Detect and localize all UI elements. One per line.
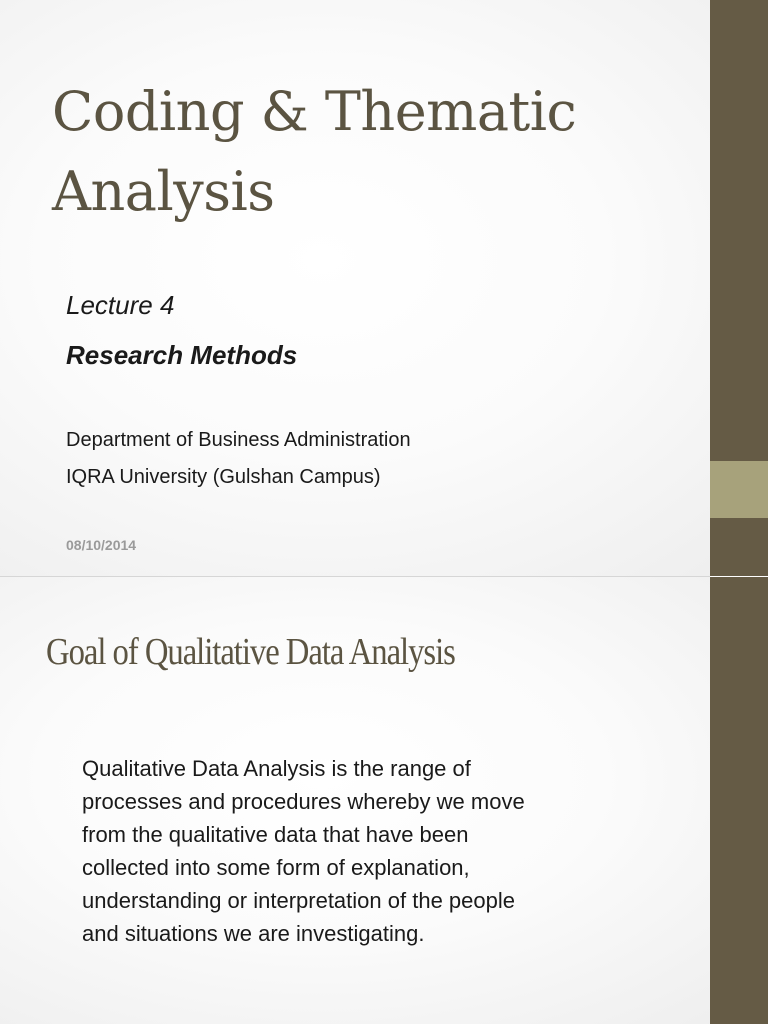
side-decoration-accent	[710, 461, 768, 518]
lecture-number: Lecture 4	[66, 290, 175, 320]
department-name: Department of Business Administration	[66, 429, 411, 451]
body-line: Qualitative Data Analysis is the range of	[82, 756, 471, 781]
body-line: processes and procedures whereby we move	[82, 789, 525, 814]
course-name: Research Methods	[66, 340, 298, 370]
body-line: collected into some form of explanation,	[82, 855, 470, 880]
slide-body-text	[82, 752, 642, 950]
university-name: IQRA University (Gulshan Campus)	[66, 466, 381, 488]
slide-title	[52, 72, 692, 232]
content-slide	[0, 577, 768, 1024]
slide-title-line: Coding & Thematic	[52, 80, 577, 143]
slide-heading: Goal of Qualitative Data Analysis	[46, 631, 455, 673]
side-decoration-bar	[710, 577, 768, 1024]
body-line: and situations we are investigating.	[82, 921, 425, 946]
slide-date: 08/10/2014	[66, 537, 137, 553]
slide-title-line: Analysis	[52, 160, 275, 223]
body-line: from the qualitative data that have been	[82, 822, 469, 847]
body-line: understanding or interpretation of the people	[82, 888, 515, 913]
